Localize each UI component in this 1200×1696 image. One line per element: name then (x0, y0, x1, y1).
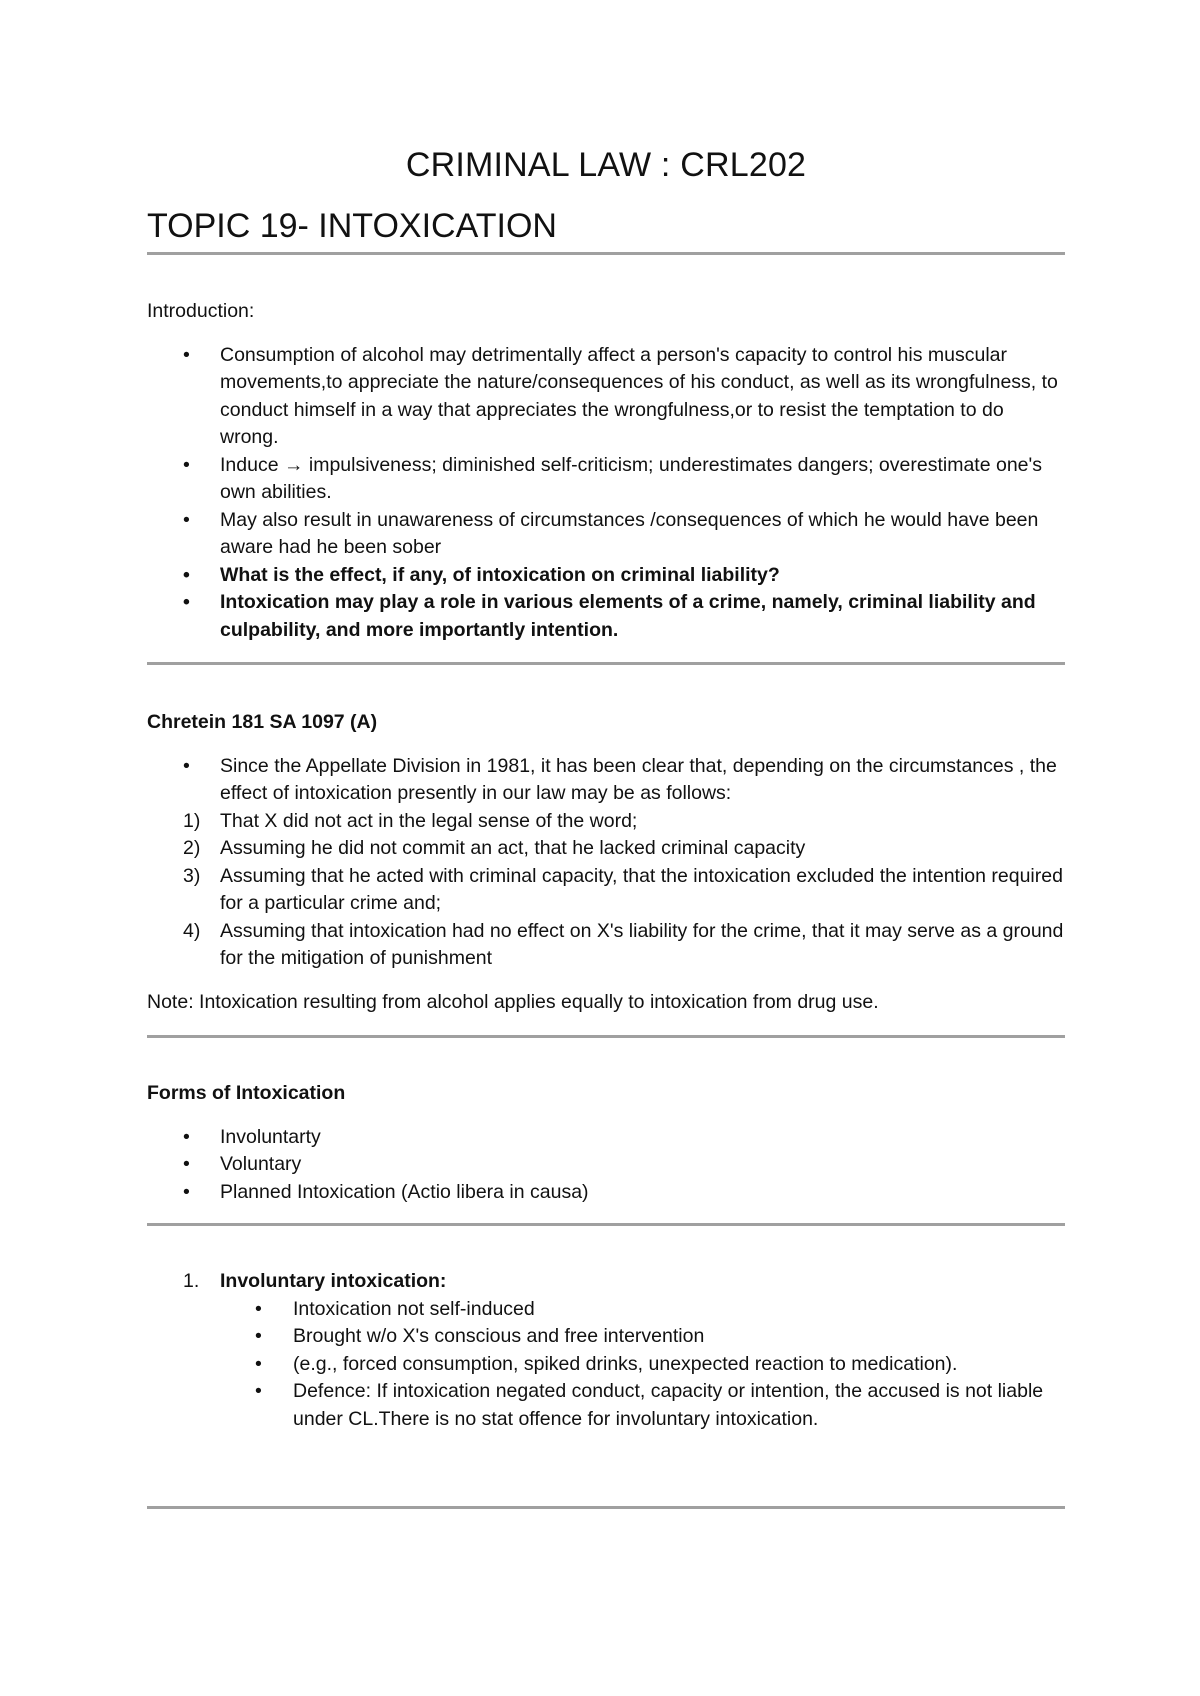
forms-section (147, 1080, 1065, 1206)
list-item-text: Intoxication may play a role in various elements of a crime, namely, criminal liability and culpability, and more importantly intention. (220, 591, 1036, 641)
list-item (147, 452, 1065, 507)
numbered-item-text: That X did not act in the legal sense of the word; (220, 809, 638, 832)
list-item (147, 342, 1065, 452)
numbered-item-text: Assuming that he acted with criminal capacity, that the intoxication excluded the intention required for a particular crime and; (220, 864, 1063, 914)
bullet-icon: • (255, 1297, 262, 1320)
involuntary-bullets (147, 1296, 1065, 1434)
bullet-icon: • (183, 1153, 190, 1175)
note-text: Note: Intoxication resulting from alcohol applies equally to intoxication from drug use. (147, 990, 879, 1013)
bullet-icon: • (183, 1180, 190, 1203)
course-title: CRIMINAL LAW : CRL202 (405, 146, 807, 184)
section-divider (147, 1223, 1065, 1226)
list-item (147, 1378, 1065, 1433)
case-heading: Chretein 181 SA 1097 (A) (147, 711, 378, 733)
bullet-icon: • (183, 453, 190, 476)
topic-title: TOPIC 19- INTOXICATION (147, 207, 557, 245)
section-divider (147, 252, 1065, 255)
involuntary-section (147, 1268, 1065, 1433)
item-number: 3) (183, 864, 201, 887)
list-item (147, 1296, 1065, 1324)
list-item-text: What is the effect, if any, of intoxication on criminal liability? (220, 563, 780, 586)
section-divider (147, 662, 1065, 665)
numbered-item (147, 1268, 1065, 1296)
list-item (147, 1351, 1065, 1379)
case-bullets (147, 753, 1065, 808)
list-item-text: May also result in unawareness of circumstances /consequences of which he would have been aware had he been sober (220, 508, 1039, 558)
section-divider (147, 1506, 1065, 1509)
bullet-icon: • (255, 1325, 262, 1347)
list-item (147, 753, 1065, 808)
numbered-item (147, 808, 1065, 836)
list-item-text: Voluntary (220, 1153, 302, 1175)
numbered-item-text: Assuming he did not commit an act, that he lacked criminal capacity (220, 837, 806, 859)
item-number: 1. (183, 1270, 200, 1292)
intro-section (147, 298, 1065, 644)
numbered-item (147, 835, 1065, 863)
list-item-text: Involuntarty (220, 1125, 321, 1148)
list-item-text: Defence: If intoxication negated conduct, capacity or intention, the accused is not liable under CL.There is no stat offence for involuntary intoxication. (293, 1380, 1044, 1430)
section-divider (147, 1035, 1065, 1038)
involuntary-list (147, 1268, 1065, 1296)
list-item (147, 1179, 1065, 1207)
list-item (147, 1151, 1065, 1179)
bullet-icon: • (255, 1352, 262, 1375)
list-item-text: Since the Appellate Division in 1981, it has been clear that, depending on the circumstances , the effect of intoxication presently in our law may be as follows: (220, 754, 1057, 804)
case-numbered-list (147, 808, 1065, 973)
item-number: 4) (183, 919, 201, 942)
list-item (147, 1323, 1065, 1351)
list-item-text: Induce → impulsiveness; diminished self-criticism; underestimates dangers; overestimate one's own abilities. (220, 453, 1042, 503)
numbered-item-text: Assuming that intoxication had no effect on X's liability for the crime, that it may serve as a ground for the mitigation of punishment (220, 919, 1064, 969)
list-item (147, 562, 1065, 590)
bullet-icon: • (183, 343, 190, 366)
involuntary-heading: Involuntary intoxication: (220, 1270, 447, 1292)
list-item (147, 1124, 1065, 1152)
list-item-text: Intoxication not self-induced (293, 1297, 535, 1320)
intro-label: Introduction: (147, 300, 255, 322)
list-item-text: Consumption of alcohol may detrimentally affect a person's capacity to control his muscular movements,to appreciate the nature/consequences of his conduct, as well as its wrongfulness, to conduct himself in a way that appreciates the wrongfulness,or to resist the temptation to do wrong. (220, 343, 1058, 448)
list-item (147, 507, 1065, 562)
bullet-icon: • (183, 563, 190, 586)
list-item-text: (e.g., forced consumption, spiked drinks, unexpected reaction to medication). (293, 1352, 958, 1375)
numbered-item (147, 918, 1065, 973)
bullet-icon: • (183, 508, 190, 531)
list-item-text: Brought w/o X's conscious and free intervention (293, 1325, 705, 1347)
forms-bullets (147, 1124, 1065, 1207)
bullet-icon: • (183, 591, 190, 613)
numbered-item (147, 863, 1065, 918)
forms-heading: Forms of Intoxication (147, 1082, 346, 1104)
bullet-icon: • (255, 1380, 262, 1402)
intro-bullets (147, 342, 1065, 645)
bullet-icon: • (183, 754, 190, 777)
list-item (147, 589, 1065, 644)
list-item-text: Planned Intoxication (Actio libera in causa) (220, 1180, 589, 1203)
item-number: 1) (183, 809, 201, 832)
item-number: 2) (183, 837, 201, 859)
chretein-section (147, 709, 1065, 1016)
bullet-icon: • (183, 1125, 190, 1148)
